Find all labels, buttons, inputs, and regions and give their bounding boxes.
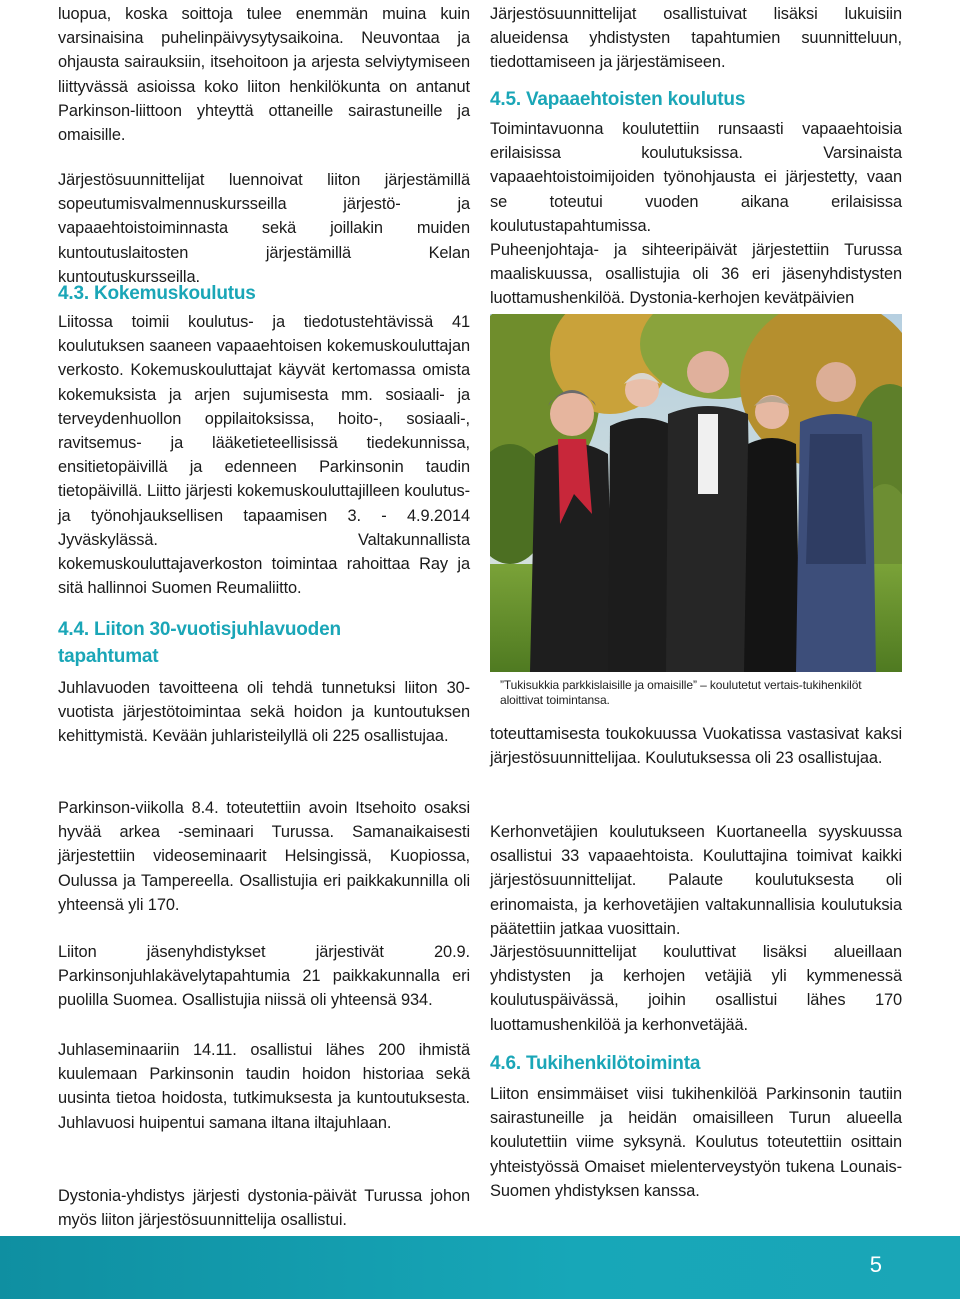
paragraph-luennot: Järjestösuunnittelijat luennoivat liiton järjestämillä sopeutumisvalmennuskursseilla järjestö- ja vapaaehtoistoiminnasta sekä joillakin muiden kuntoutuslaitosten järjestämillä Kelan kuntoutuskursseilla. — [58, 171, 470, 286]
page-footer — [0, 1236, 960, 1299]
paragraph-tapahtumat: Järjestösuunnittelijat osallistuivat lisäksi lukuisiin alueidensa yhdistysten tapahtumien suunnitteluun, tiedottamiseen ja järjestämiseen. — [490, 5, 902, 72]
heading-kokemuskoulutus: 4.3. Kokemuskoulutus — [58, 283, 256, 304]
heading-vapaaehtoiset: 4.5. Vapaaehtoisten koulutus — [490, 89, 746, 110]
paragraph-dystonia: Dystonia-yhdistys järjesti dystonia-päivät Turussa johon myös liiton järjestösuunnittelija osallistui. — [58, 1187, 470, 1230]
paragraph-tukihenkilot: Liiton ensimmäiset viisi tukihenkilöä Parkinsonin tautiin sairastuneille ja heidän omaisilleen Turun alueella koulutettiin viime syksynä. Koulutus toteutettiin osittain yhteistyössä Omaiset mielenterveystyön tukena Lounais-Suomen yhdistyksen kanssa. — [490, 1085, 902, 1200]
paragraph-neuvonta: luopua, koska soittoja tulee enemmän muina kuin varsinaisina puhelinpäivysytysaikoina. Neuvontaa ja ohjausta sairauksiin, itsehoitoon ja arjesta selviytymiseen liittyvässä asioissa koko liiton henkilökunta on antanut Parkinson-liittoon yhteyttä ottaneille sairastuneille ja omaisille. — [58, 5, 470, 145]
heading-juhlavuosi: 4.4. Liiton 30-vuotisjuhlavuoden tapahtumat — [58, 619, 341, 667]
paragraph-juhlakavely: Liiton jäsenyhdistykset järjestivät 20.9. Parkinsonjuhlakävelytapahtumia 21 paikkakunnalla eri puolilla Suomea. Osallistujia niissä oli yhteensä 934. — [58, 943, 470, 1010]
photo-caption: ”Tukisukkia parkkislaisille ja omaisille” – koulutetut vertais-tukihenkilöt aloittivat toimintansa. — [500, 678, 862, 707]
paragraph-puheenjohtajapaivat: Puheenjohtaja- ja sihteeripäivät järjestettiin Turussa maaliskuussa, osallistujia oli 36 eri jäsenyhdistysten luottamushenkilöä. Dystonia-kerhojen kevätpäivien — [490, 241, 902, 308]
group-photo-illustration — [490, 314, 902, 672]
paragraph-alueet: Järjestösuunnittelijat kouluttivat lisäksi alueillaan yhdistysten ja kerhojen vetäjiä yli kymmenessä koulutuspäivässä, joihin osallistui lähes 170 luottamushenkilöä ja kerhonvetäjää. — [490, 943, 902, 1034]
paragraph-juhlaseminaari: Juhlaseminaariin 14.11. osallistui lähes 200 ihmistä kuulemaan Parkinsonin taudin hoidon historiaa sekä uusinta tietoa hoidosta, tutkimuksesta ja kuntoutuksesta. Juhlavuosi huipentui samana iltana iltajuhlaan. — [58, 1041, 470, 1132]
heading-tukihenkilot: 4.6. Tukihenkilötoiminta — [490, 1053, 701, 1074]
group-photo — [490, 314, 902, 672]
paragraph-parkinson-viikko: Parkinson-viikolla 8.4. toteutettiin avoin Itsehoito osaksi hyvää arkea -seminaari Turussa. Samanaikaisesti järjestettiin videoseminaarit Helsingissä, Kuopiossa, Oulussa ja Tampereella. Osallistujia eri paikkakunnilla oli yhteensä yli 170. — [58, 799, 470, 914]
page-number: 5 — [869, 1252, 882, 1277]
paragraph-kokemuskoulutus: Liitossa toimii koulutus- ja tiedotustehtävissä 41 koulutuksen saaneen vapaaehtoisen kokemuskouluttajan verkosto. Kokemuskouluttajat käyvät kertomassa omista kokemuksista ja arjen sujumisesta mm. sosiaali- ja terveydenhuollon oppilaitoksissa, hoito-, sosiaali-, ravitsemus- ja lääketieteellisissä tiedekunnissa, ensitietopäivillä ja edenneen Parkinsonin taudin tietopäivillä. Liitto järjesti kokemuskouluttajilleen koulutus- ja työnohjauksellisen tapaamisen 3. - 4.9.2014 Jyväskylässä. Valtakunnallista kokemuskouluttajaverkoston toimintaa rahoittaa Ray ja sitä hallinnoi Suomen Reumaliitto. — [58, 313, 470, 598]
paragraph-vuokatti: toteuttamisesta toukokuussa Vuokatissa vastasivat kaksi järjestösuunnittelijaa. Koulutuksessa oli 23 osallistujaa. — [490, 725, 902, 768]
paragraph-juhlavuosi: Juhlavuoden tavoitteena oli tehdä tunnetuksi liiton 30-vuotista järjestötoimintaa sekä hoidon ja kuntoutuksen kehittymistä. Kevään juhlaristeilyllä oli 225 osallistujaa. — [58, 679, 470, 746]
paragraph-vapaaehtoiset: Toimintavuonna koulutettiin runsaasti vapaaehtoisia erilaisissa koulutuksissa. Varsinaista vapaaehtoistoimijoiden työnohjausta ei järjestetty, vaan se toteutui vuoden aikana erilaisissa koulutustapahtumissa. — [490, 120, 902, 235]
paragraph-kerhonvetajat: Kerhonvetäjien koulutukseen Kuortaneella syyskuussa osallistui 33 vapaaehtoista. Kouluttajina toimivat kaikki järjestösuunnittelijat. Palaute koulutuksesta oli erinomaista, ja kerhovetäjien valtakunnallisia koulutuksia päätettiin jatkaa vuosittain. — [490, 823, 902, 938]
